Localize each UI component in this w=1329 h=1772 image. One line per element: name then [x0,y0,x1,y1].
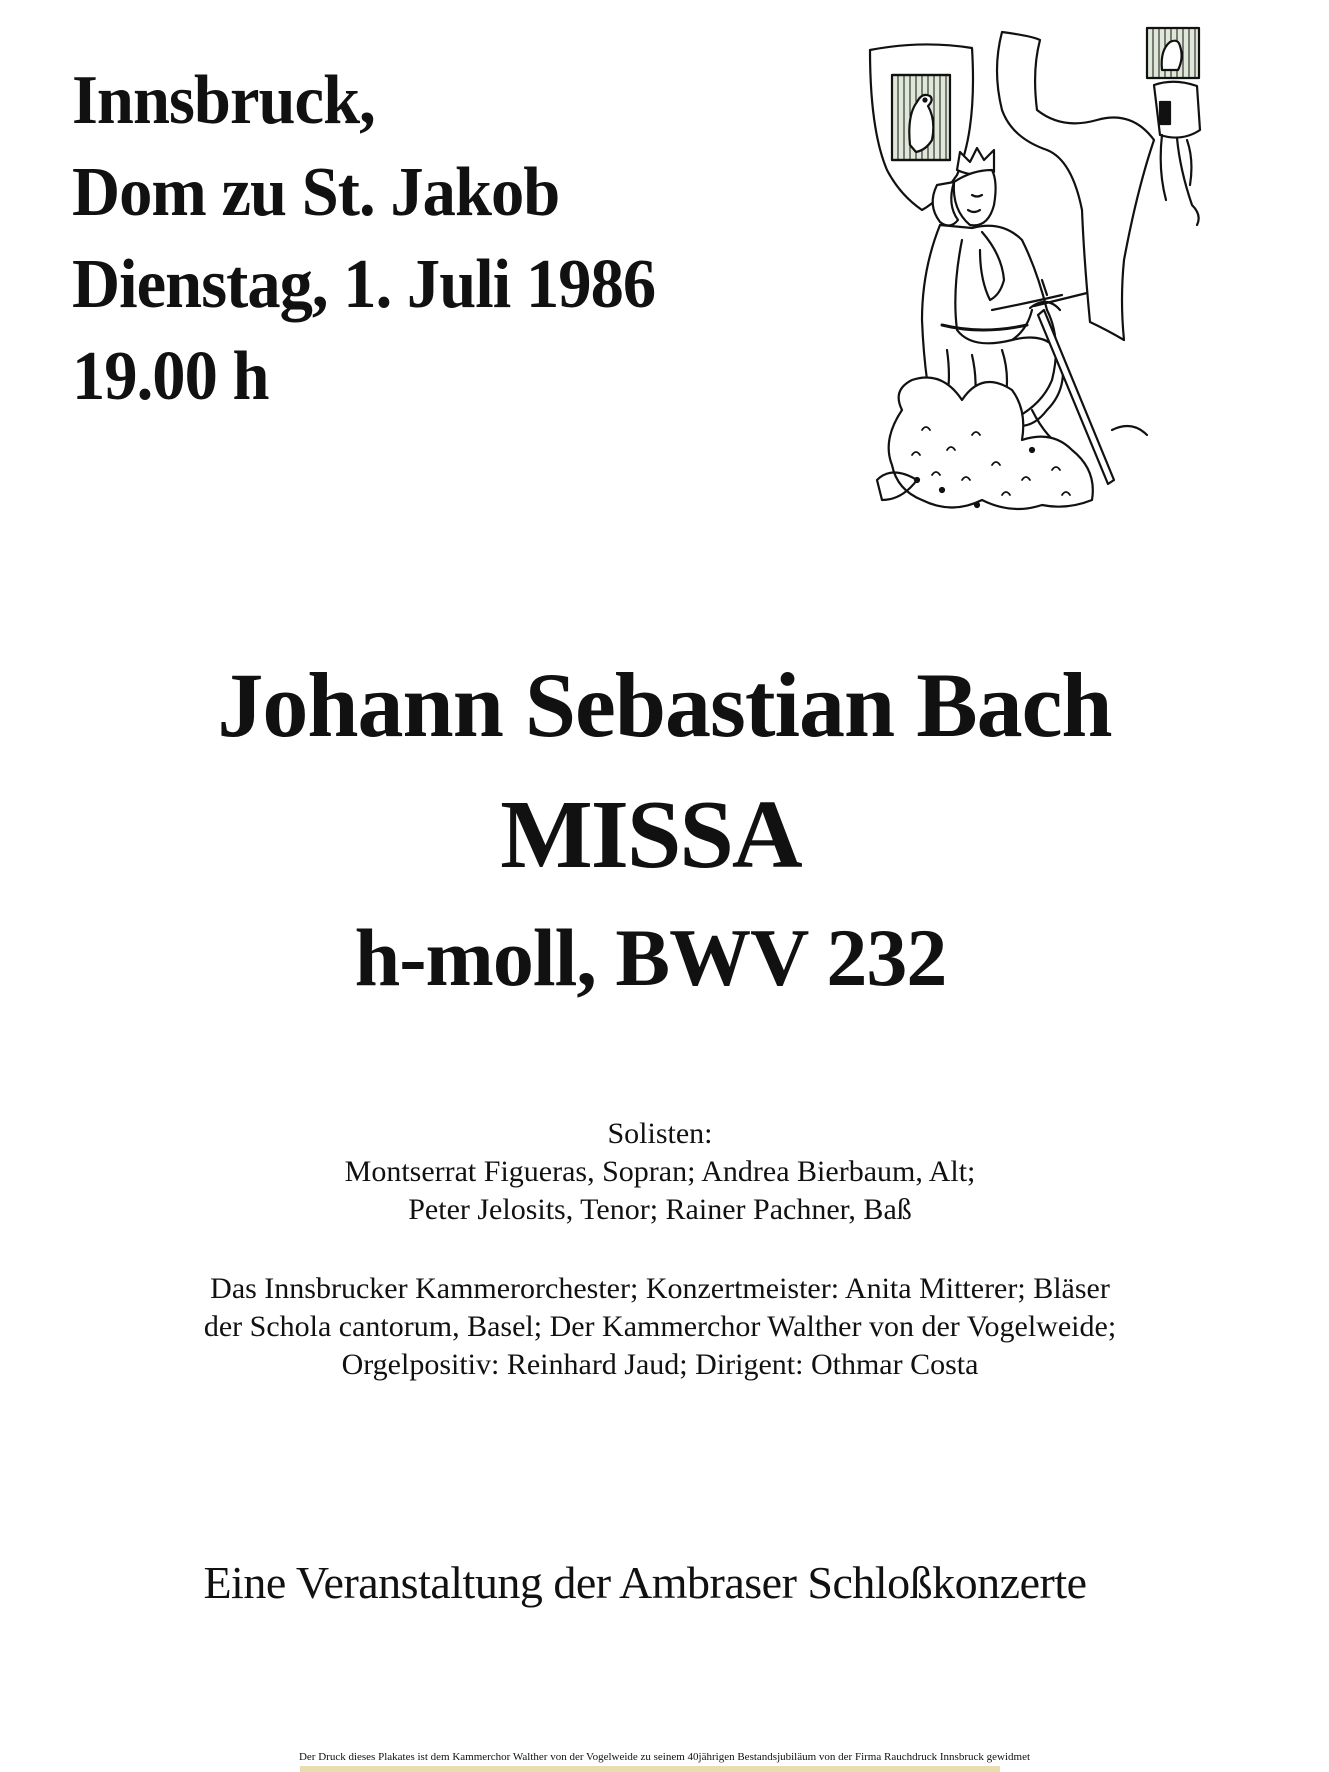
work-subtitle: h-moll, BWV 232 [354,912,947,1003]
ensembles-line: der Schola cantorum, Basel; Der Kammerchor Walther von der Vogelweide; [203,1310,1117,1343]
soloists-line: Montserrat Figueras, Sopran; Andrea Bierbaum, Alt; [344,1155,976,1188]
paper-edge-strip [300,1766,1000,1772]
event-date: Dienstag, 1. Juli 1986 [72,246,656,323]
soloists-block [0,1115,1320,1229]
ensembles-line: Orgelpositiv: Reinhard Jaud; Dirigent: Othmar Costa [341,1348,979,1381]
work-title: MISSA [500,781,801,889]
event-time: 19.00 h [72,338,269,415]
organizer-line: Eine Veranstaltung der Ambraser Schloßkonzerte [203,1557,1087,1608]
ensembles-line: Das Innsbrucker Kammerorchester; Konzertmeister: Anita Mitterer; Bläser [210,1272,1110,1305]
venue-city: Innsbruck, [72,62,375,139]
soloists-line: Peter Jelosits, Tenor; Rainer Pachner, Baß [408,1193,912,1226]
rock-landscape [877,378,1147,510]
venue-church: Dom zu St. Jakob [72,154,560,231]
print-dedication-footnote: Der Druck dieses Plakates ist dem Kammerchor Walther von der Vogelweide zu seinem 40jährigen Bestandsjubiläum von der Firma Rauchdruck Innsbruck gewidmet [298,1751,1031,1763]
ensembles-block [0,1270,1320,1384]
venue-block [72,55,832,423]
minnesinger-illustration [862,10,1202,555]
composer-name: Johann Sebastian Bach [217,654,1112,756]
soloists-heading: Solisten: [607,1117,713,1150]
helmet-crest-icon [1147,28,1200,225]
